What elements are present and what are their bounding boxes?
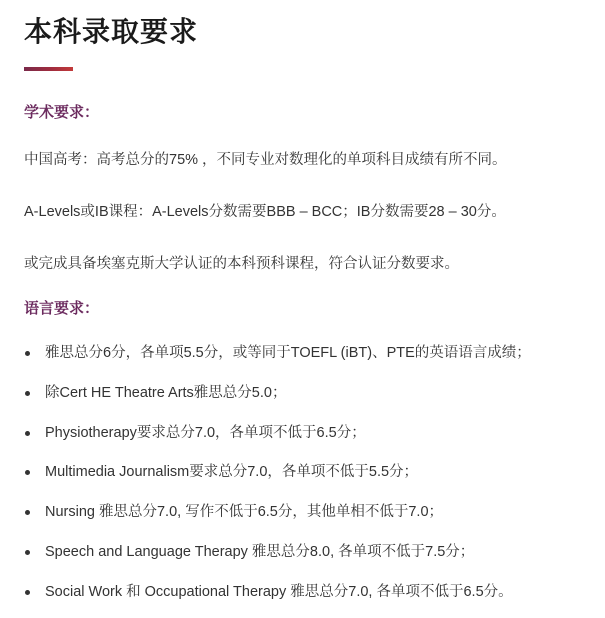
page-title: 本科录取要求 (24, 16, 199, 47)
bullet-dot-icon (25, 470, 30, 475)
bullet-dot-icon (25, 510, 30, 515)
academic-paragraph-alevels-ib: A-Levels或IB课程：A-Levels分数需要BBB – BCC；IB分数需要28 – 30分。 (24, 204, 506, 220)
academic-paragraph-foundation: 或完成具备埃塞克斯大学认证的本科预科课程，符合认证分数要求。 (24, 256, 459, 272)
list-item-text: 雅思总分6分，各单项5.5分，或等同于TOEFL (iBT)、PTE的英语语言成绩； (45, 345, 531, 361)
bullet-dot-icon (25, 431, 30, 436)
language-requirements-heading: 语言要求： (24, 300, 100, 317)
title-underline-divider (24, 67, 73, 71)
academic-paragraph-gaokao: 中国高考：高考总分的75% ，不同专业对数理化的单项科目成绩有所不同。 (24, 152, 507, 168)
list-item-text: Social Work 和 Occupational Therapy 雅思总分7.0, 各单项不低于6.5分。 (45, 584, 513, 600)
bullet-dot-icon (25, 351, 30, 356)
list-item-text: Nursing 雅思总分7.0, 写作不低于6.5分，其他单相不低于7.0； (45, 504, 444, 520)
academic-requirements-heading: 学术要求： (24, 104, 100, 121)
list-item-text: Speech and Language Therapy 雅思总分8.0, 各单项不低于7.5分； (45, 544, 475, 560)
bullet-dot-icon (25, 550, 30, 555)
list-item-text: 除Cert HE Theatre Arts雅思总分5.0； (45, 385, 287, 401)
bullet-dot-icon (25, 590, 30, 595)
bullet-dot-icon (25, 391, 30, 396)
list-item-text: Multimedia Journalism要求总分7.0，各单项不低于5.5分； (45, 464, 419, 480)
list-item-text: Physiotherapy要求总分7.0，各单项不低于6.5分； (45, 425, 366, 441)
